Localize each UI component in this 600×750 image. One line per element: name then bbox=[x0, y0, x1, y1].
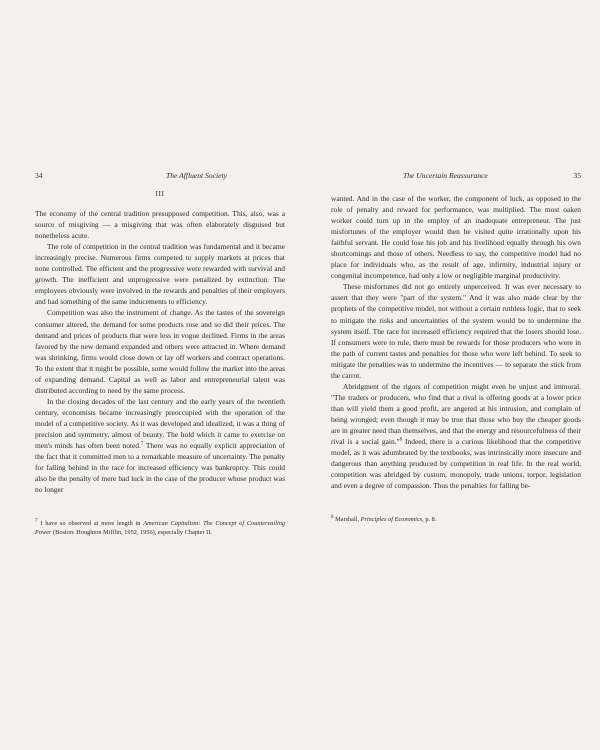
right-page-header bbox=[331, 170, 581, 182]
paragraph bbox=[331, 381, 581, 491]
footnote-reference: 8 bbox=[399, 437, 403, 443]
left-page-header bbox=[35, 170, 285, 182]
paragraph-text: There was no equally explicit appreciation of the fact that it committed men to a remarkable measure of uncertainty. The penalty for falling behind in the race for increased efficiency was bankruptcy. This could also be the penalty of mere bad luck in the case of the producer whose product was no longer bbox=[35, 441, 286, 495]
section-mark: III bbox=[155, 189, 165, 198]
paragraph: Competition was also the instrument of change. As the tastes of the sovereign consumer altered, the demand for some products rose and so did their prices. The demand and prices of products that were less in vogue declined. Firms in the areas favored by the new demand expanded and others were attracted in. Where demand was shrinking, firms would close down or lay off workers and contract operations. To the extent that it might be possible, some would follow the market into the areas of expanding demand. Capital as well as labor and entrepreneurial talent was distributed according to need by the same process. bbox=[35, 308, 285, 395]
left-page bbox=[35, 170, 285, 537]
paragraph-text: In the closing decades of the last century and the early years of the twentieth century, economists became increasingly preoccupied with the operation of the model of a competitive society. As it was developed and idealized, it was a thing of precision and symmetry, almost of beauty. The hold which it came to exercise on men's minds has often been noted. bbox=[35, 396, 285, 451]
footnote-mark: 7 bbox=[35, 519, 38, 525]
footnote-title: American Capitalism: The Concept of Countervailing Power bbox=[35, 520, 286, 537]
footnote-reference: 7 bbox=[140, 441, 144, 447]
paragraph bbox=[35, 396, 285, 495]
footnote-text: I have so observed at more length in bbox=[37, 520, 144, 528]
left-page-number: 34 bbox=[35, 171, 43, 180]
footnote bbox=[35, 517, 285, 537]
footnote-title: Principles of Economics bbox=[360, 516, 423, 524]
paragraph: The economy of the central tradition presupposed competition. This, also, was a source of misgiving — a misgiving that was often elaborately disguised but nonetheless acute. bbox=[35, 209, 285, 241]
left-running-head: The Affluent Society bbox=[165, 171, 227, 180]
footnote-text: Marshall, bbox=[333, 516, 361, 524]
paragraph: wanted. And in the case of the worker, the component of luck, as opposed to the role of penalty and reward for performance, was multiplied. The most oaken worker could turn up in the employ of an inadequate entrepreneur. The just misfortunes of the employer would then be visited quite irrationally upon his faithful servant. He could lose his job and his livelihood equally through his own shortcomings and those of others. Needless to say, the competitive model had no place for individuals who, as the result of age, infirmity, industrial injury or congenital incompetence, had only a low or negligible marginal productivity. bbox=[331, 194, 581, 281]
footnote-text: , p. 8. bbox=[422, 516, 437, 524]
right-page-body bbox=[331, 193, 581, 491]
footnote-text: (Boston: Houghton Mifflin, 1952, 1956), especially Chapter II. bbox=[51, 529, 212, 537]
footnote bbox=[331, 513, 581, 524]
paragraph-text: Indeed, there is a curious likelihood that the competitive model, as it was adumbrated by the textbooks, was intrinsically more insecure and dangerous than anything produced by competition in real life. In the real world, competition was abridged by custom, monopoly, trade unions, torpor, legislation and even a degree of compassion. Thus the penalties for falling be- bbox=[331, 437, 581, 491]
paragraph: The role of competition in the central tradition was fundamental and it became increasingly precise. Numerous firms competed to supply markets at prices that none controlled. The efficient and the progressive were rewarded with survival and growth. The inefficient and unprogressive were penalized by extinction. The employees obviously were involved in the rewards and penalties of their employers and had something of the same inducements to efficiency. bbox=[35, 242, 285, 307]
paragraph-text: Abridgment of the rigors of competition might even be unjust and immoral. "The traders or producers, who find that a rival is offering goods at a lower price than will yield them a good profit, are angered at his intrusion, and complain of being wronged; even though it may be true that those who buy the cheaper goods are in greater need than themselves, and that the energy and resourcefulness of their rival is a social gain." bbox=[331, 381, 581, 447]
right-page bbox=[331, 170, 581, 524]
right-page-number: 35 bbox=[573, 171, 581, 180]
footnote-mark: 8 bbox=[331, 515, 334, 521]
paragraph: These misfortunes did not go entirely unperceived. It was ever necessary to assert that they were "part of the system." And it was also made clear by the prophets of the competitive model, not without a certain ruthless logic, that to seek to mitigate the risks and uncertainties of the system would be to undermine the system itself. The race for increased efficiency required that the losers should lose. If consumers were to rule, there must be rewards for those producers who were in the path of current tastes and penalties for those who were left behind. To seek to mitigate the penalties was to undermine the incentives — to separate the stick from the carrot. bbox=[331, 282, 581, 380]
right-running-head: The Uncertain Reassurance bbox=[403, 171, 488, 180]
